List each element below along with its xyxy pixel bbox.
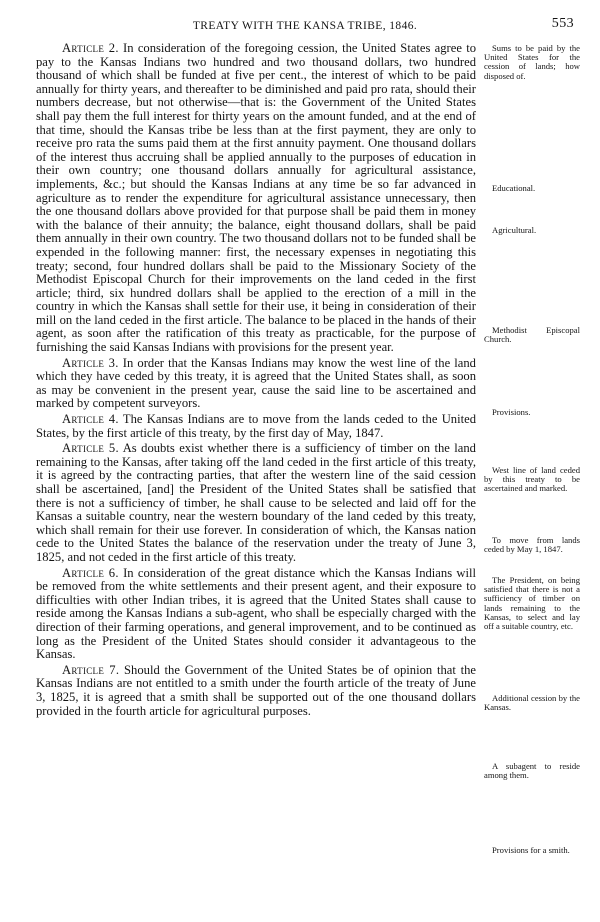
margin-note-agricultural: Agricultural. (492, 225, 537, 235)
article-5 (36, 442, 476, 564)
article-label: Article 6. (62, 565, 119, 580)
page-title: TREATY WITH THE KANSA TRIBE, 1846. (192, 20, 418, 32)
margin-note-cession: Additional cession by the Kansas. (484, 693, 580, 713)
page-number: 553 (551, 16, 574, 31)
article-text: In consideration of the foregoing cession, the United States agree to pay to the Kansas Indians two hundred and two thousand dollars, two hundred thousand of which shall be funded at five per cent., the interest of which to be paid annually for thirty years, and thereafter to be diminished and paid pro rata, should their numbers decrease, but not otherwise—that is: the Government of the United States shall pay them the full interest for thirty years on the amount funded, and at the end of that time, should the Kansas tribe be less than at the first payment, they are only to receive pro rata the sums paid them at the first annuity payment. One thousand dollars of the interest thus accruing shall be applied annually to the purposes of education in their own country; one thousand dollars annually for agricultural assistance, implements, &c.; but should the Kansas Indians at any time be so far advanced in agriculture as to render the expenditure for agricultural assistance unnecessary, then the one thousand dollars above provided for that purpose shall be paid them in money with the balance of their annuity; the balance, eight thousand dollars, shall be paid them annually in their own country. The two thousand dollars not to be funded shall be expended in the following manner: first, the necessary expenses in negotiating this treaty; second, four hundred dollars shall be paid to the Missionary Society of the Methodist Episcopal Church for their improvements on the land ceded in the first article; third, six hundred dollars shall be applied to the erection of a mill in the country in which the Kansas shall settle for their use, it being in consideration of their mill on the land ceded in the first article. The balance to be placed in the hands of their agent, as soon after the ratification of this treaty as practicable, for the purpose of furnishing the said Kansas Indians with provisions for the present year. (36, 41, 476, 355)
article-label: Article 2. (62, 41, 119, 55)
article-label: Article 5. (62, 441, 119, 456)
margin-note-president: The President, on being satisfied that there is not a sufficiency of timber on lands remaining to the Kansas, to select and lay off a suitable country, etc. (484, 575, 580, 632)
article-4 (36, 413, 476, 440)
treaty-body (36, 42, 476, 718)
article-text: In order that the Kansas Indians may know the west line of the land which they have ceded by this treaty, it is agreed that the United States shall, as soon as may be convenient in the present year, cause the said line to be ascertained and marked by competent surveyors. (36, 355, 476, 411)
article-2 (36, 42, 476, 355)
margin-note-methodist: Methodist Episcopal Church. (484, 325, 580, 345)
article-label: Article 3. (62, 355, 119, 370)
article-text: In consideration of the great distance which the Kansas Indians will be removed from the white settlements and their present agent, and their exposure to difficulties with other Indian tribes, it is agreed that the United States shall cause to reside among the Kansas Indians a sub-agent, who shall be especially charged with the direction of their farming operations, and general improvement, and to be continued as long as the President of the United States should consider it advantageous to the Kansas. (36, 565, 476, 662)
margin-note-smith: Provisions for a smith. (492, 845, 570, 855)
article-text: Should the Government of the United States be of opinion that the Kansas Indians are not entitled to a smith under the fourth article of the treaty of June 3, 1825, it is agreed that a smith shall be supported out of the one thousand dollars provided in the fourth article for agricultural purposes. (36, 662, 476, 718)
margin-note-educational: Educational. (492, 183, 536, 193)
article-label: Article 4. (62, 412, 119, 427)
margin-note-move: To move from lands ceded by May 1, 1847. (484, 535, 580, 555)
margin-note-provisions: Provisions. (492, 407, 531, 417)
running-header (36, 18, 574, 36)
margin-note-subagent: A subagent to reside among them. (484, 761, 580, 781)
article-6 (36, 567, 476, 662)
article-label: Article 7. (62, 662, 120, 677)
article-text: The Kansas Indians are to move from the lands ceded to the United States, by the first article of this treaty, by the first day of May, 1847. (36, 412, 476, 440)
article-3 (36, 357, 476, 411)
margin-note-sums: Sums to be paid by the United States for the cession of lands; how disposed of. (484, 43, 580, 81)
article-text: As doubts exist whether there is a sufficiency of timber on the land remaining to the Kansas, after taking off the land ceded in the first article of this treaty, it is agreed by the contracting parties, that after the western line of the said cession shall be ascertained, [and] the President of the United States shall be satisfied that there is not a sufficiency of timber, he shall cause to be selected and laid off for the Kansas a suitable country, near the western boundary of the land ceded by this treaty, which shall remain for their use forever. In consideration of which, the Kansas nation cede to the United States the balance of the reservation under the treaty of June 3, 1825, and not ceded in the first article of this treaty. (36, 441, 476, 564)
margin-note-west-line: West line of land ceded by this treaty to be ascertained and marked. (484, 465, 580, 494)
article-7 (36, 664, 476, 718)
